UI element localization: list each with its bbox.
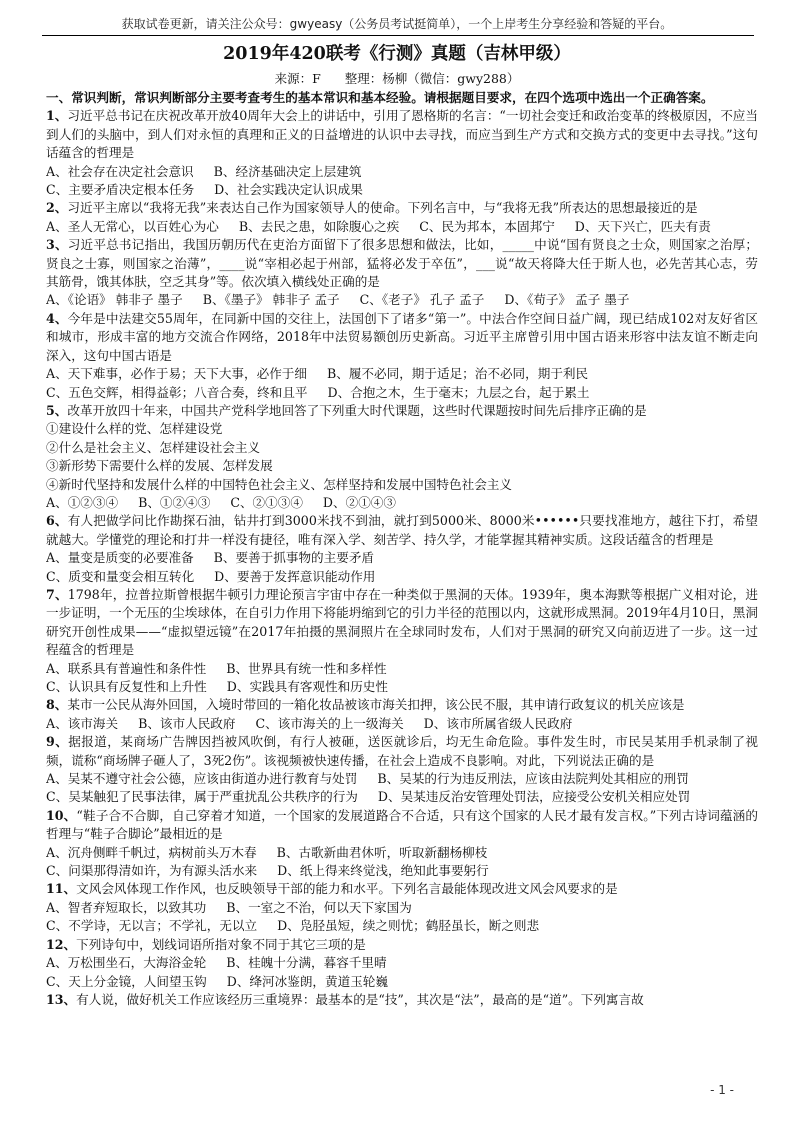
answer-option: D、要善于发挥意识能动作用 <box>214 568 376 584</box>
question-item <box>46 696 758 733</box>
question-number: 11、 <box>46 881 77 897</box>
answer-option: A、天下难事，必作于易；天下大事，必作于细 <box>46 366 307 382</box>
answer-option: B、①②④③ <box>138 494 211 510</box>
source-label: 来源：F <box>274 71 321 86</box>
page-title: 2019年420联考《行测》真题（吉林甲级） <box>223 44 571 64</box>
question-stem <box>46 807 758 844</box>
answer-option: B、古歌新曲君休听，听取新翻杨柳枝 <box>276 844 488 860</box>
question-item <box>46 936 758 991</box>
question-number: 1、 <box>46 108 68 124</box>
answer-option: D、②①④③ <box>322 494 396 510</box>
option-row <box>46 973 758 991</box>
question-number: 8、 <box>46 697 68 713</box>
answer-option: C、《老子》 孔子 孟子 <box>359 292 485 308</box>
answer-option: D、绛河冰鉴朗，黄道玉轮巍 <box>226 973 388 989</box>
question-item <box>46 199 758 236</box>
answer-option: D、纸上得来终觉浅，绝知此事要躬行 <box>277 863 489 879</box>
answer-option: C、问渠那得清如许，为有源头活水来 <box>46 863 258 879</box>
question-item <box>46 107 758 199</box>
answer-option: B、经济基础决定上层建筑 <box>213 163 362 179</box>
question-stem <box>46 512 758 549</box>
answer-option: B、去民之患，如除腹心之疾 <box>238 218 400 234</box>
question-item <box>46 586 758 696</box>
question-item <box>46 402 758 512</box>
option-row <box>46 384 758 402</box>
question-statement: ④新时代坚持和发展什么样的中国特色社会主义、怎样坚持和发展中国特色社会主义 <box>46 476 512 492</box>
question-stem <box>46 402 758 420</box>
answer-option: B、世界具有统一性和多样性 <box>226 660 387 676</box>
question-stem <box>46 936 758 954</box>
answer-option: D、天下兴亡，匹夫有责 <box>574 218 711 234</box>
option-row <box>46 899 758 917</box>
section-intro: 一、常识判断，常识判断部分主要考查考生的基本常识和基本经验。请根据题目要求，在四个选项中选出一个正确答案。 <box>46 90 714 105</box>
option-row <box>46 788 758 806</box>
answer-option: C、天上分金镜，人间望玉钩 <box>46 973 207 989</box>
option-row <box>46 163 758 181</box>
question-stem <box>46 880 758 898</box>
question-item <box>46 733 758 807</box>
answer-option: D、吴某违反治安管理处罚法，应接受公安机关相应处罚 <box>377 789 691 805</box>
source-info <box>0 70 794 88</box>
question-item <box>46 512 758 586</box>
answer-option: D、《荀子》 孟子 墨子 <box>504 292 630 308</box>
answer-option: D、实践具有客观性和历史性 <box>226 679 388 694</box>
answer-option: A、吴某不遵守社会公德，应该由街道办进行教育与处罚 <box>46 771 358 787</box>
answer-option: C、不学诗，无以言；不学礼，无以立 <box>46 918 258 934</box>
question-stem <box>46 991 758 1009</box>
answer-option: B、履不必同，期于适足；治不必同，期于利民 <box>326 366 589 382</box>
answer-option: C、该市海关的上一级海关 <box>255 715 404 731</box>
question-item <box>46 236 758 310</box>
question-number: 9、 <box>46 734 69 750</box>
question-number: 13、 <box>46 991 77 1007</box>
question-stem <box>46 107 758 162</box>
question-stem <box>46 199 758 217</box>
question-item <box>46 807 758 881</box>
answer-option: A、智者弃短取长，以致其功 <box>46 899 207 915</box>
option-row <box>46 549 758 567</box>
answer-option: C、民为邦本，本固邦宁 <box>419 218 555 234</box>
question-text: 今年是中法建交55周年，在同新中国的交往上，法国创下了诸多“第一”。中法合作空间日益广阔，现已结成102对友好省区和城市，形成丰富的地方交流合作网络，2018年中法贸易额创历史新高。习近平主席曾引用中国古语来形容中法友谊不断走向深入，这句中国古语是 <box>46 310 758 363</box>
answer-option: A、万松围坐石，大海浴金轮 <box>46 955 207 971</box>
question-text: 下列诗句中，划线词语所指对象不同于其它三项的是 <box>76 936 366 952</box>
question-number: 10、 <box>46 807 77 823</box>
answer-option: A、《论语》 韩非子 墨子 <box>46 292 183 308</box>
answer-option: C、质变和量变会相互转化 <box>46 568 195 584</box>
question-text: 改革开放四十年来，中国共产党科学地回答了下列重大时代课题，这些时代课题按时间先后排序正确的是 <box>67 402 647 418</box>
answer-option: B、桂魄十分满，暮容千里晴 <box>226 955 387 971</box>
answer-option: A、沉舟侧畔千帆过，病树前头万木春 <box>46 844 257 860</box>
option-row <box>46 844 758 862</box>
answer-option: B、吴某的行为违反刑法，应该由法院判处其相应的刑罚 <box>377 771 689 787</box>
header-rule <box>42 35 754 36</box>
option-row <box>46 218 758 236</box>
question-statement: ①建设什么样的党、怎样建设党 <box>46 421 223 437</box>
question-text: “鞋子合不合脚，自己穿着才知道，一个国家的发展道路合不合适，只有这个国家的人民才最有发言权。”下列古诗词蕴涵的哲理与“鞋子合脚论”最相近的是 <box>46 807 759 842</box>
header-note: 获取试卷更新，请关注公众号：gwyeasy（公务员考试挺简单），一个上岸考生分享经验和答疑的平台。 <box>121 17 673 31</box>
answer-option: B、要善于抓事物的主要矛盾 <box>213 550 375 566</box>
option-row <box>46 660 758 678</box>
answer-option: A、联系具有普遍性和条件性 <box>46 660 207 676</box>
question-stem <box>46 586 758 660</box>
question-text: 有人说，做好机关工作应该经历三重境界：最基本的是“技”，其次是“法”，最高的是“道”。下列寓言故 <box>76 991 644 1007</box>
question-stem <box>46 236 758 291</box>
question-text: 习近平总书记指出，我国历朝历代在吏治方面留下了很多思想和做法，比如，_____中说“国有贤良之士众，则国家之治厚；贤良之士寡，则国家之治薄”，____说“宰相必起于州部，猛将必发于卒伍”，___说“故天将降大任于斯人也，必先苦其心志，劳其筋骨，饿其体肤，空乏其身”等。依次填入横线处正确的是 <box>46 237 758 290</box>
option-row <box>46 568 758 586</box>
question-text: 文风会风体现工作作风，也反映领导干部的能力和水平。下列名言最能体现改进文风会风要求的是 <box>76 881 618 897</box>
answer-option: C、五色交辉，相得益彰；八音合奏，终和且平 <box>46 384 308 400</box>
answer-option: C、吴某触犯了民事法律，属于严重扰乱公共秩序的行为 <box>46 789 358 805</box>
answer-option: D、社会实践决定认识成果 <box>214 182 363 198</box>
page-number: - 1 - <box>710 1083 734 1097</box>
answer-option: C、认识具有反复性和上升性 <box>46 679 207 694</box>
question-number: 6、 <box>46 513 68 529</box>
option-row <box>46 715 758 733</box>
question-text: 1798年，拉普拉斯曾根据牛顿引力理论预言宇宙中存在一种类似于黑洞的天体。1939年，奥本海默等根据广义相对论，进一步证明，一个无压的尘埃球体，在自引力作用下将能坍缩到它的引力半径的范围以内，这就形成黑洞。2019年4月10日，黑洞研究开创性成果——“虚拟望远镜”在2017年拍摄的黑洞照片在全球同时发布，人们对于黑洞的研究又向前迈进了一步。这一过程蕴含的哲理是 <box>46 586 759 658</box>
question-text: 某市一公民从海外回国，入境时带回的一箱化妆品被该市海关扣押，该公民不服，其申请行政复议的机关应该是 <box>67 697 685 713</box>
exam-content <box>46 89 758 1009</box>
answer-option: A、该市海关 <box>46 715 119 731</box>
answer-option: B、一室之不治，何以天下家国为 <box>226 899 412 915</box>
question-number: 12、 <box>46 936 77 952</box>
question-number: 4、 <box>46 310 68 326</box>
answer-option: A、量变是质变的必要准备 <box>46 550 194 566</box>
option-row <box>46 917 758 935</box>
answer-option: A、社会存在决定社会意识 <box>46 163 194 179</box>
answer-option: B、该市人民政府 <box>138 715 236 731</box>
question-number: 3、 <box>46 237 68 253</box>
answer-option: D、凫胫虽短，续之则忧；鹤胫虽长，断之则悲 <box>277 918 540 934</box>
option-row <box>46 770 758 788</box>
question-stem <box>46 310 758 365</box>
answer-option: C、主要矛盾决定根本任务 <box>46 182 195 198</box>
answer-option: A、圣人无常心，以百姓心为心 <box>46 218 219 234</box>
question-number: 5、 <box>46 402 68 418</box>
question-item <box>46 880 758 935</box>
question-text: 习近平主席以“我将无我”来表达自己作为国家领导人的使命。下列名言中，与“我将无我”所表达的思想最接近的是 <box>67 200 698 216</box>
question-stem <box>46 696 758 714</box>
option-row <box>46 181 758 199</box>
answer-option: D、该市所属省级人民政府 <box>423 715 573 731</box>
question-stem <box>46 733 758 770</box>
question-number: 2、 <box>46 200 68 216</box>
answer-option: B、《墨子》 韩非子 孟子 <box>202 292 340 308</box>
question-text: 习近平总书记在庆祝改革开放40周年大会上的讲话中，引用了恩格斯的名言：“一切社会变迁和政治变革的终极原因，不应当到人们的头脑中，到人们对永恒的真理和正义的日益增进的认识中去寻找，而应当到生产方式和交换方式的变更中去寻找。”这句话蕴含的哲理是 <box>46 108 759 161</box>
editor-label: 整理：杨柳（微信：gwy288） <box>344 71 520 86</box>
answer-option: C、②①③④ <box>230 494 303 510</box>
question-text: 有人把做学问比作勘探石油，钻井打到3000米找不到油，就打到5000米、8000米••••••只要找准地方，越往下打，希望就越大。学懂党的理论和打井一样没有捷径，唯有深入学、刻苦学、持久学，才能掌握其精神实质。这段话蕴含的哲理是 <box>46 513 758 547</box>
option-row <box>46 862 758 880</box>
question-item <box>46 991 758 1009</box>
answer-option: A、①②③④ <box>46 494 119 510</box>
question-text: 据报道，某商场广告牌因挡被风吹倒，有行人被砸，送医就诊后，均无生命危险。事件发生时，市民吴某用手机录制了视频，谎称“商场牌子砸人了，3死2伤”。该视频被快速传播，在社会上造成不良影响。对此，下列说法正确的是 <box>46 734 759 768</box>
option-row <box>46 365 758 383</box>
option-row <box>46 291 758 309</box>
option-row <box>46 954 758 972</box>
option-row <box>46 494 758 512</box>
question-number: 7、 <box>46 586 68 602</box>
question-item <box>46 310 758 402</box>
question-statement: ③新形势下需要什么样的发展、怎样发展 <box>46 458 273 474</box>
question-statement: ②什么是社会主义、怎样建设社会主义 <box>46 439 261 455</box>
option-row <box>46 678 758 696</box>
answer-option: D、合抱之木，生于毫末；九层之台，起于累土 <box>327 384 590 400</box>
